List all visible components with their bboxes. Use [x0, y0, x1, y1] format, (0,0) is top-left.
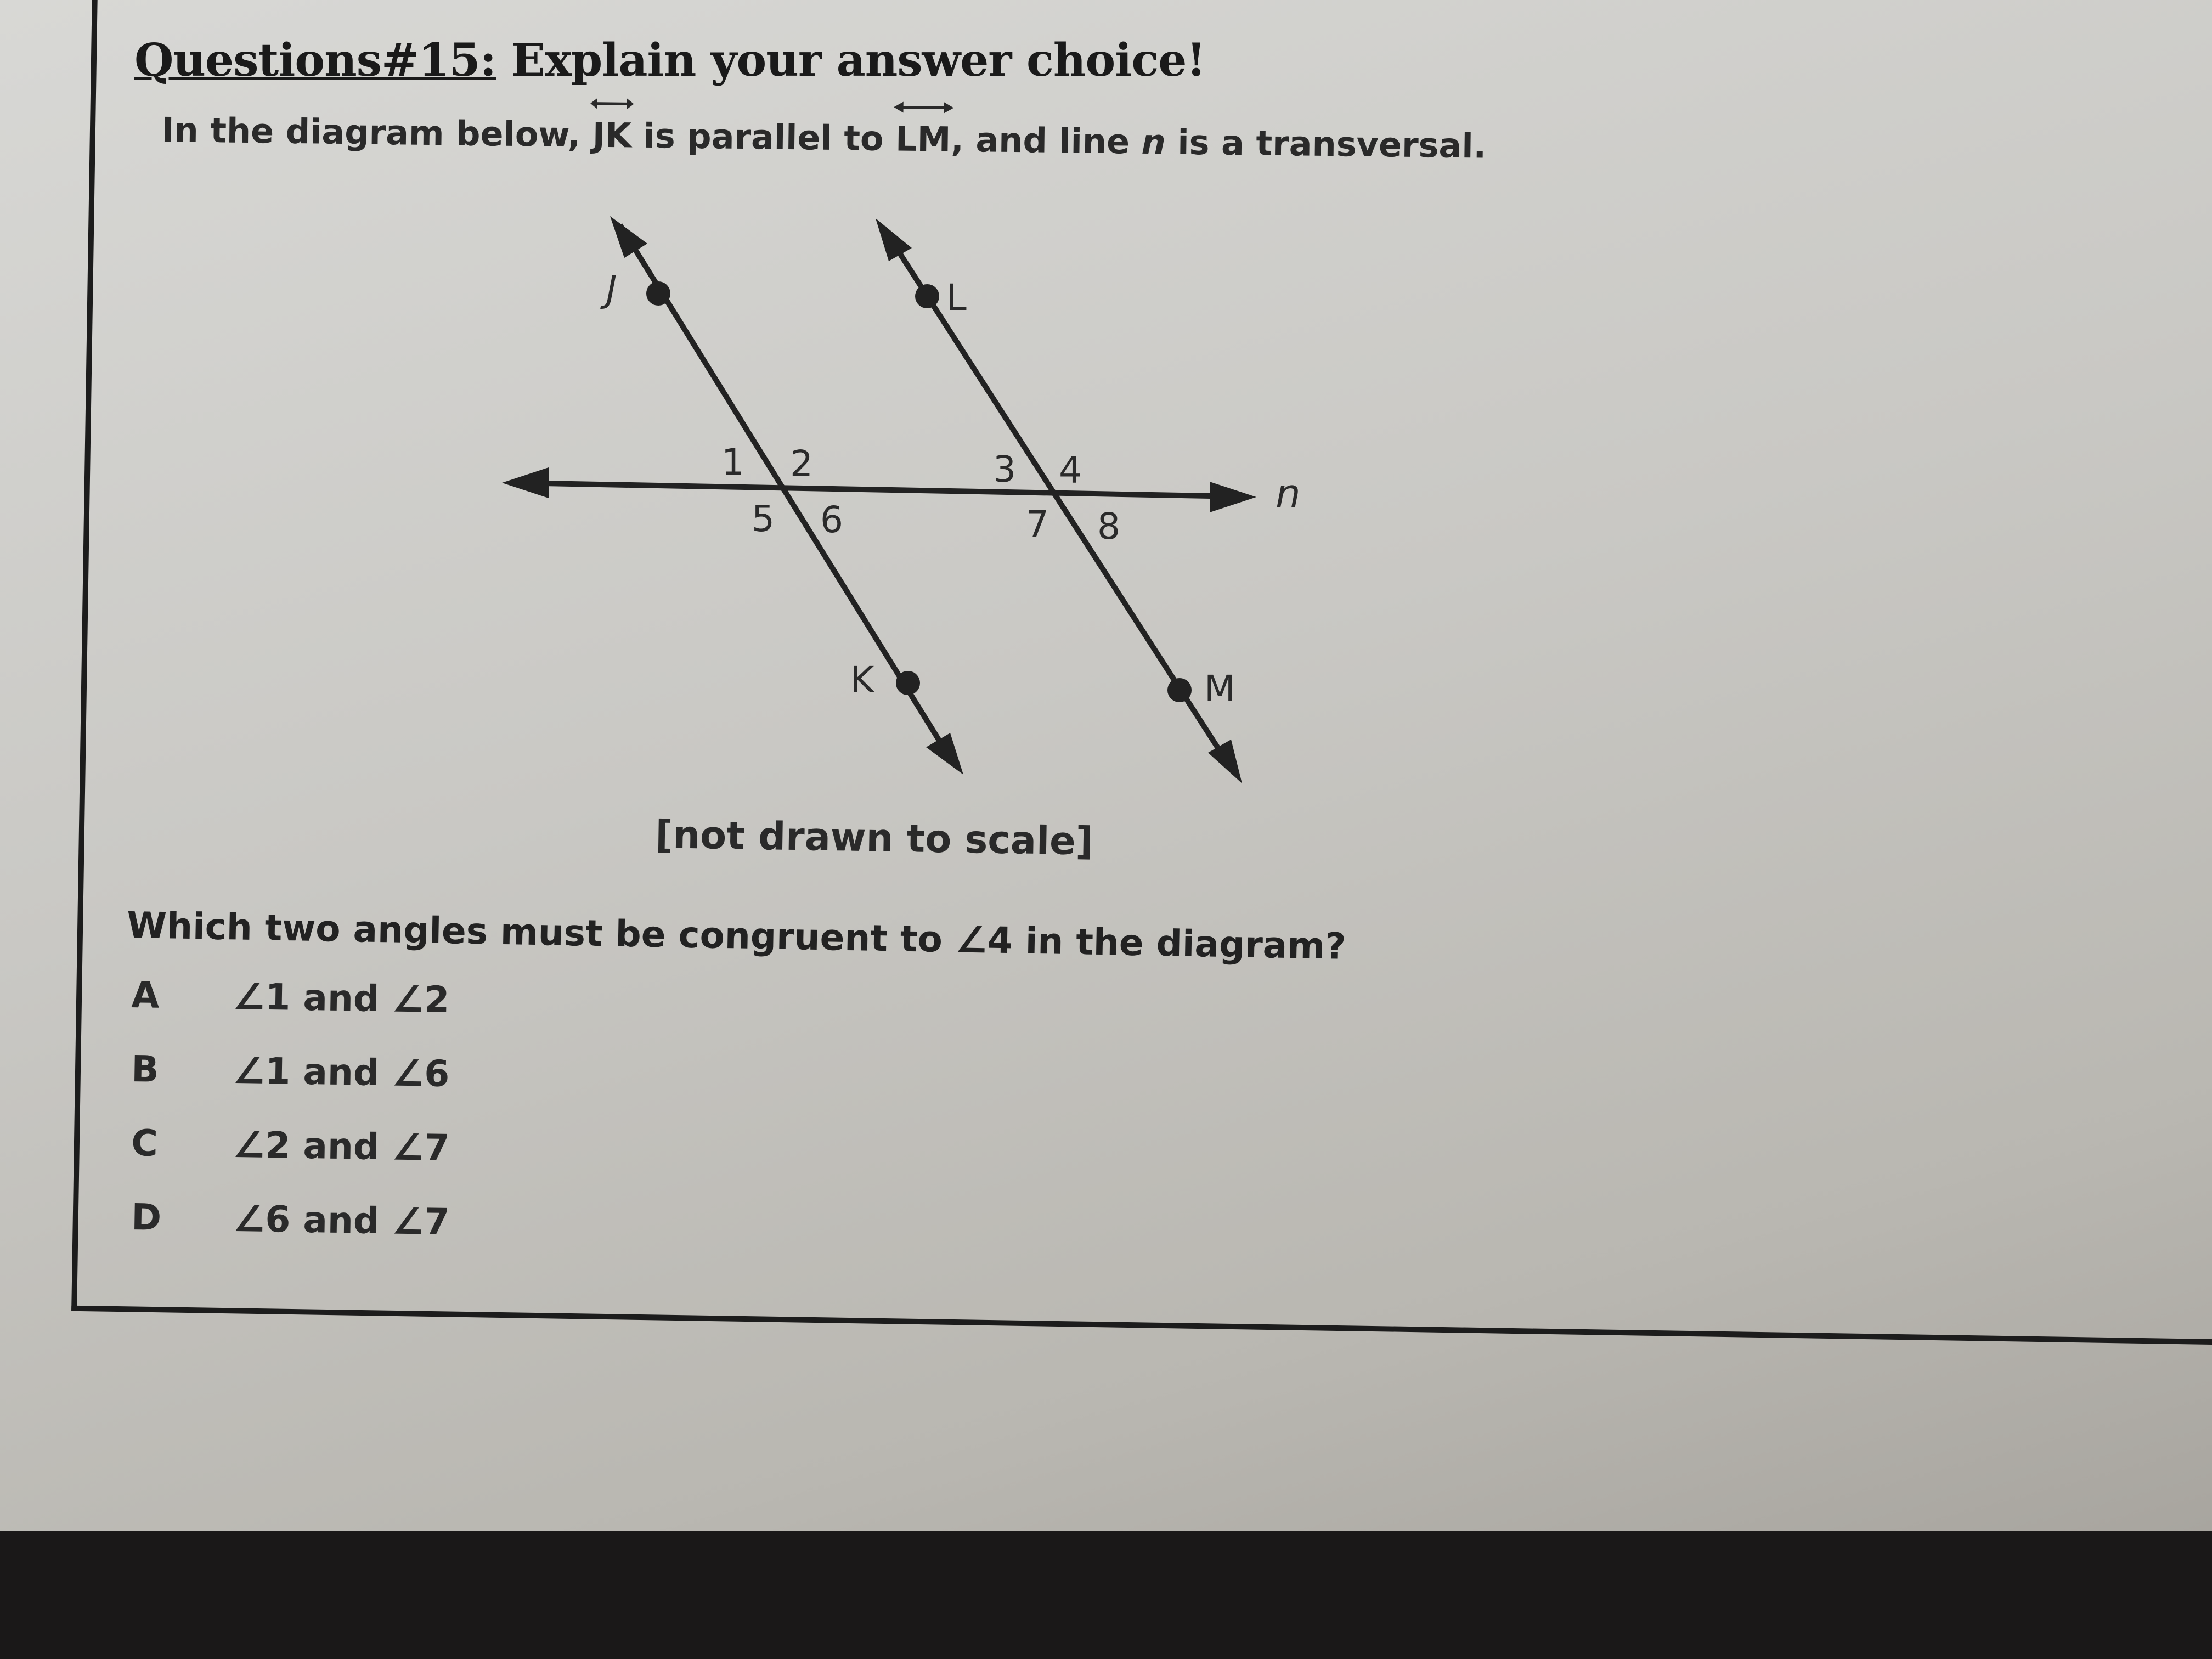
choice-letter: D: [131, 1196, 162, 1239]
line-jk-label: JK: [592, 115, 632, 156]
choice-letter: C: [131, 1122, 159, 1165]
prompt-text: In the diagram below,: [161, 110, 593, 155]
question-text: Which two angles must be congruent to ∠4 in the diagram?: [126, 904, 1347, 968]
point-m: [1167, 678, 1192, 702]
choice-text: ∠1 and ∠6: [232, 1049, 450, 1096]
arrowhead-j: [610, 216, 647, 258]
angle-label: 6: [820, 499, 843, 541]
not-to-scale-note: [not drawn to scale]: [654, 812, 1094, 864]
question-instruction: Explain your answer choice!: [495, 34, 1206, 87]
label-l: L: [946, 276, 967, 319]
point-l: [915, 284, 939, 308]
line-lm-label: LM: [895, 119, 951, 160]
angle-label: 2: [790, 443, 813, 485]
question-number: Questions#15:: [134, 34, 496, 87]
variable-n: n: [1141, 121, 1166, 162]
arrowhead-l: [876, 218, 912, 261]
angle-label: 4: [1059, 449, 1082, 492]
label-m: M: [1204, 668, 1235, 710]
label-n: n: [1276, 471, 1301, 517]
choice-letter: B: [131, 1048, 160, 1091]
choice-text: ∠1 and ∠2: [232, 975, 450, 1022]
arrowhead-n-right: [1210, 482, 1256, 512]
label-k: K: [850, 659, 874, 701]
prompt-text: is a transversal.: [1165, 122, 1487, 166]
angle-label: 1: [721, 441, 744, 483]
choice-text: ∠6 and ∠7: [232, 1197, 450, 1244]
angle-label: 5: [752, 498, 775, 540]
angle-label: 3: [993, 448, 1016, 490]
point-j: [646, 281, 670, 306]
choice-letter: A: [131, 974, 160, 1017]
choice-text: ∠2 and ∠7: [232, 1123, 450, 1170]
angle-label: 7: [1026, 503, 1049, 545]
label-j: J: [606, 268, 617, 311]
angle-label: 8: [1097, 505, 1120, 548]
point-k: [896, 671, 920, 695]
prompt-text: is parallel to: [631, 115, 896, 159]
arrowhead-k: [926, 733, 963, 775]
prompt-text: , and line: [950, 119, 1142, 162]
arrowhead-m: [1208, 740, 1242, 783]
transversal-n: [513, 483, 1240, 496]
arrowhead-n-left: [502, 467, 549, 498]
